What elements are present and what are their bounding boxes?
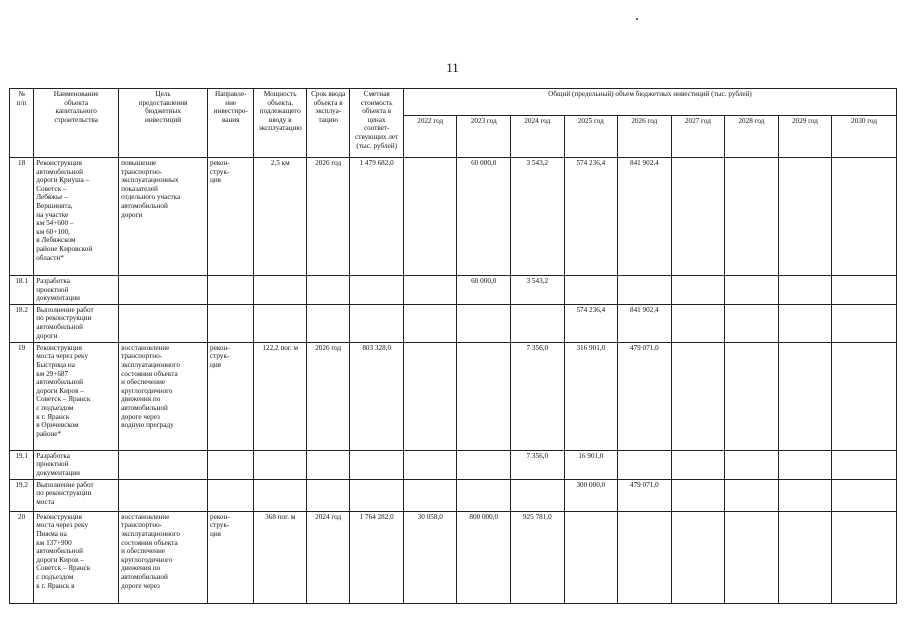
header-year: 2027 год (671, 116, 725, 158)
cell-year (671, 342, 725, 450)
cell-direction: рекон- струк- ция (207, 511, 253, 603)
cell-year: 16 901,0 (564, 450, 618, 479)
cell-num: 18 (10, 158, 34, 276)
cell-year (832, 304, 897, 342)
cell-year (511, 479, 565, 511)
header-year: 2029 год (778, 116, 832, 158)
cell-year (671, 276, 725, 305)
cell-cost: 803 328,0 (350, 342, 404, 450)
cell-name: Выполнение работ по реконструкции моста (34, 479, 119, 511)
cell-term: 2026 год (306, 158, 349, 276)
header-direction: Направле- ние инвестиро- вания (207, 89, 253, 158)
header-name: Наименование объекта капитального строительства (34, 89, 119, 158)
cell-year (832, 511, 897, 603)
cell-name: Реконструкция автомобильной дороги Криуша – Советск – Лебяжье – Вершинята, на участке км 54+600 – км 60+100, в Лебяжском районе Кировской области* (34, 158, 119, 276)
cell-direction: рекон- струк- ция (207, 342, 253, 450)
cell-year (778, 479, 832, 511)
cell-direction (207, 276, 253, 305)
cell-year (403, 276, 457, 305)
table-row (10, 276, 897, 305)
cell-year (725, 304, 779, 342)
cell-year (403, 342, 457, 450)
table-row (10, 342, 897, 450)
cell-year (725, 479, 779, 511)
cell-term: 2024 год (306, 511, 349, 603)
cell-year: 800 000,0 (457, 511, 511, 603)
cell-year: 3 543,2 (511, 158, 565, 276)
cell-year (403, 450, 457, 479)
cell-year (671, 450, 725, 479)
budget-investment-table (9, 88, 897, 604)
table-row (10, 158, 897, 276)
header-year: 2026 год (618, 116, 672, 158)
cell-year (618, 276, 672, 305)
cell-capacity: 368 пог. м (254, 511, 307, 603)
cell-year (725, 511, 779, 603)
cell-year (618, 450, 672, 479)
cell-term (306, 276, 349, 305)
cell-year (671, 304, 725, 342)
cell-capacity (254, 276, 307, 305)
header-year: 2023 год (457, 116, 511, 158)
header-term: Срок ввода объекта в эксплуа- тацию (306, 89, 349, 158)
cell-num: 18.1 (10, 276, 34, 305)
header-years-title: Общий (предельный) объем бюджетных инвестиций (тыс. рублей) (403, 89, 896, 116)
cell-year (511, 304, 565, 342)
cell-year: 316 901,0 (564, 342, 618, 450)
cell-year (457, 450, 511, 479)
header-cost: Сметная стоимость объекта в ценах соответ- ствующих лет (тыс. рублей) (350, 89, 404, 158)
cell-direction: рекон- струк- ция (207, 158, 253, 276)
cell-term (306, 304, 349, 342)
cell-year (725, 342, 779, 450)
cell-cost (350, 450, 404, 479)
cell-year (778, 511, 832, 603)
cell-year: 925 781,0 (511, 511, 565, 603)
table-row (10, 450, 897, 479)
cell-direction (207, 450, 253, 479)
cell-term (306, 450, 349, 479)
header-year: 2028 год (725, 116, 779, 158)
cell-year: 574 236,4 (564, 304, 618, 342)
cell-cost: 1 479 682,0 (350, 158, 404, 276)
cell-cost (350, 276, 404, 305)
header-capacity: Мощность объекта, подлежащего вводу в эксплуатацию (254, 89, 307, 158)
cell-year: 60 000,0 (457, 276, 511, 305)
cell-year: 841 902,4 (618, 304, 672, 342)
cell-cost (350, 479, 404, 511)
cell-year: 574 236,4 (564, 158, 618, 276)
header-year: 2025 год (564, 116, 618, 158)
cell-year (832, 342, 897, 450)
cell-direction (207, 479, 253, 511)
cell-year: 479 071,0 (618, 342, 672, 450)
cell-year (778, 158, 832, 276)
cell-year (457, 342, 511, 450)
cell-year (671, 479, 725, 511)
cell-year: 7 356,0 (511, 450, 565, 479)
cell-name: Реконструкция моста через реку Быстрица на км 29+687 автомобильной дороги Киров – Советск – Яранск с подъездом к г. Яранск в Оричевском районе* (34, 342, 119, 450)
cell-year (564, 511, 618, 603)
cell-num: 18.2 (10, 304, 34, 342)
cell-year (671, 511, 725, 603)
cell-capacity (254, 304, 307, 342)
cell-year: 300 000,0 (564, 479, 618, 511)
cell-year (778, 342, 832, 450)
cell-year (725, 276, 779, 305)
cell-capacity (254, 450, 307, 479)
cell-goal: восстановление транспортно- эксплуатационного состояния объекта и обеспечение круглогодичного движения по автомобильной дороге через водную преграду (119, 342, 208, 450)
cell-year (832, 479, 897, 511)
header-num: № п/п (10, 89, 34, 158)
cell-year (725, 450, 779, 479)
cell-term (306, 479, 349, 511)
scan-dot (636, 18, 638, 20)
cell-num: 19 (10, 342, 34, 450)
cell-cost (350, 304, 404, 342)
cell-name: Разработка проектной документации (34, 450, 119, 479)
cell-year (403, 158, 457, 276)
table-row (10, 479, 897, 511)
cell-direction (207, 304, 253, 342)
cell-term: 2026 год (306, 342, 349, 450)
cell-year (618, 511, 672, 603)
cell-num: 20 (10, 511, 34, 603)
cell-year: 479 071,0 (618, 479, 672, 511)
cell-goal (119, 304, 208, 342)
cell-year (457, 479, 511, 511)
cell-goal (119, 450, 208, 479)
cell-year (671, 158, 725, 276)
cell-name: Выполнение работ по реконструкции автомобильной дороги (34, 304, 119, 342)
cell-year (778, 450, 832, 479)
cell-year (832, 450, 897, 479)
header-goal: Цель предоставления бюджетных инвестиций (119, 89, 208, 158)
table-row (10, 304, 897, 342)
table-row (10, 511, 897, 603)
header-year: 2022 год (403, 116, 457, 158)
cell-goal (119, 479, 208, 511)
cell-year (403, 479, 457, 511)
cell-capacity: 2,5 км (254, 158, 307, 276)
cell-num: 19.2 (10, 479, 34, 511)
cell-goal: повышение транспортно- эксплуатационных показателей отдельного участка автомобильной дороги (119, 158, 208, 276)
page-number: 11 (446, 60, 459, 75)
cell-goal: восстановление транспортно- эксплуатационного состояния объекта и обеспечение круглогодичного движения по автомобильной дороге через (119, 511, 208, 603)
cell-year: 841 902,4 (618, 158, 672, 276)
cell-num: 19.1 (10, 450, 34, 479)
cell-year (403, 304, 457, 342)
cell-cost: 1 764 282,0 (350, 511, 404, 603)
cell-year: 30 058,0 (403, 511, 457, 603)
cell-year (725, 158, 779, 276)
cell-year (832, 158, 897, 276)
cell-year (778, 304, 832, 342)
cell-capacity (254, 479, 307, 511)
cell-year: 3 543,2 (511, 276, 565, 305)
header-year: 2024 год (511, 116, 565, 158)
cell-name: Разработка проектной документации (34, 276, 119, 305)
cell-name: Реконструкция моста через реку Пижма на км 137+900 автомобильной дороги Киров – Советск – Яранск с подъездом к г. Яранск в (34, 511, 119, 603)
cell-year: 60 000,0 (457, 158, 511, 276)
cell-year (564, 276, 618, 305)
cell-year (778, 276, 832, 305)
cell-year (832, 276, 897, 305)
cell-goal (119, 276, 208, 305)
cell-capacity: 122,2 пог. м (254, 342, 307, 450)
cell-year (457, 304, 511, 342)
cell-year: 7 356,0 (511, 342, 565, 450)
header-year: 2030 год (832, 116, 897, 158)
